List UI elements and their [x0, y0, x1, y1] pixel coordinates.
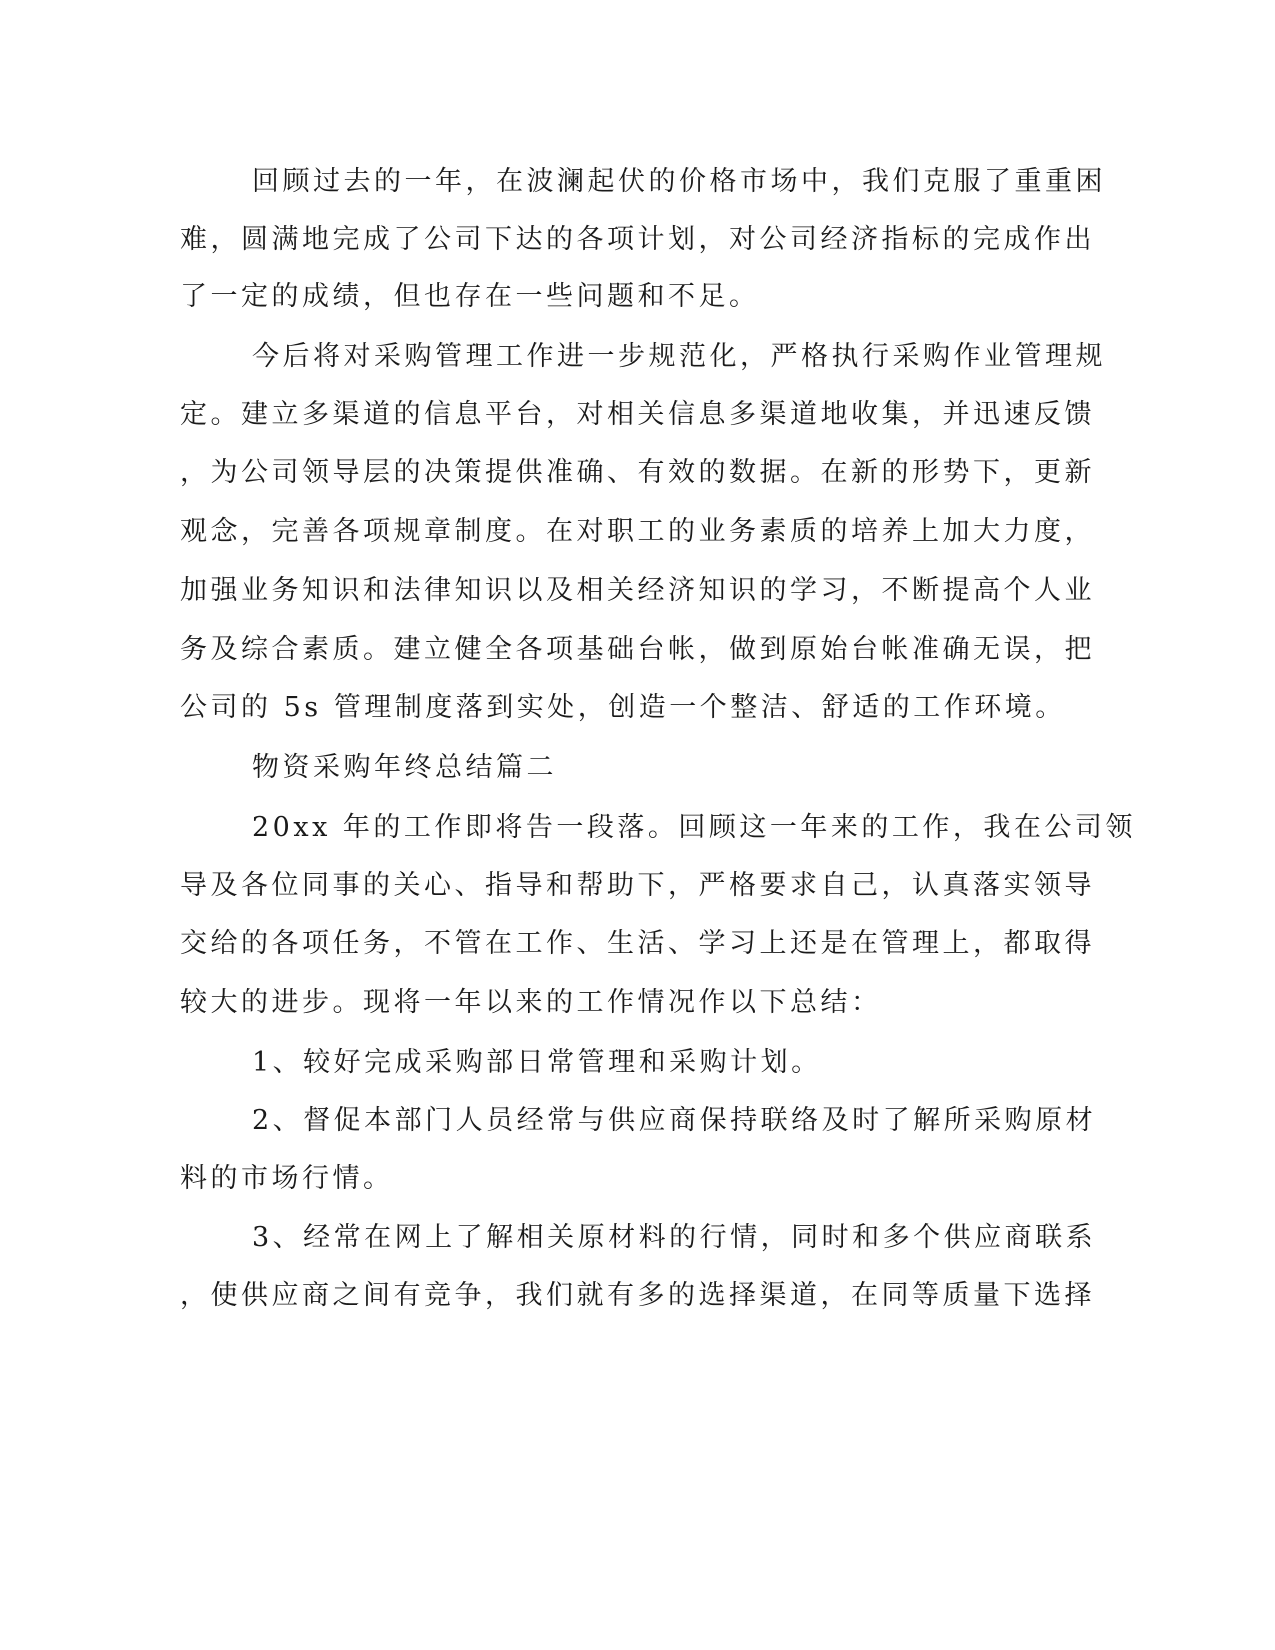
- text-line: 了一定的成绩，但也存在一些问题和不足。: [180, 281, 760, 312]
- text-line: 观念，完善各项规章制度。在对职工的业务素质的培养上加大力度，: [180, 516, 1095, 547]
- section-heading: 物资采购年终总结篇二: [252, 752, 557, 783]
- text-line: 今后将对采购管理工作进一步规范化，严格执行采购作业管理规: [252, 341, 1106, 372]
- text-line: 务及综合素质。建立健全各项基础台帐，做到原始台帐准确无误，把: [180, 634, 1095, 665]
- list-item: 2、督促本部门人员经常与供应商保持联络及时了解所采购原材: [252, 1105, 1097, 1136]
- text-line: 较大的进步。现将一年以来的工作情况作以下总结：: [180, 987, 882, 1018]
- text-line: 交给的各项任务，不管在工作、生活、学习上还是在管理上，都取得: [180, 928, 1095, 959]
- text-line: 回顾过去的一年，在波澜起伏的价格市场中，我们克服了重重困: [252, 166, 1106, 197]
- text-line: ，为公司领导层的决策提供准确、有效的数据。在新的形势下，更新: [180, 457, 1095, 488]
- text-line: 20xx 年的工作即将告一段落。回顾这一年来的工作，我在公司领: [252, 812, 1136, 843]
- text-line: 料的市场行情。: [180, 1163, 394, 1194]
- list-item: 3、经常在网上了解相关原材料的行情，同时和多个供应商联系: [252, 1222, 1097, 1253]
- text-line: 定。建立多渠道的信息平台，对相关信息多渠道地收集，并迅速反馈: [180, 399, 1095, 430]
- text-line: 加强业务知识和法律知识以及相关经济知识的学习，不断提高个人业: [180, 575, 1095, 606]
- list-item: 1、较好完成采购部日常管理和采购计划。: [252, 1047, 822, 1078]
- text-line: 难，圆满地完成了公司下达的各项计划，对公司经济指标的完成作出: [180, 224, 1095, 255]
- text-line: 公司的 5s 管理制度落到实处，创造一个整洁、舒适的工作环境。: [180, 692, 1066, 723]
- text-line: 导及各位同事的关心、指导和帮助下，严格要求自己，认真落实领导: [180, 870, 1095, 901]
- text-line: ，使供应商之间有竞争，我们就有多的选择渠道，在同等质量下选择: [180, 1280, 1095, 1311]
